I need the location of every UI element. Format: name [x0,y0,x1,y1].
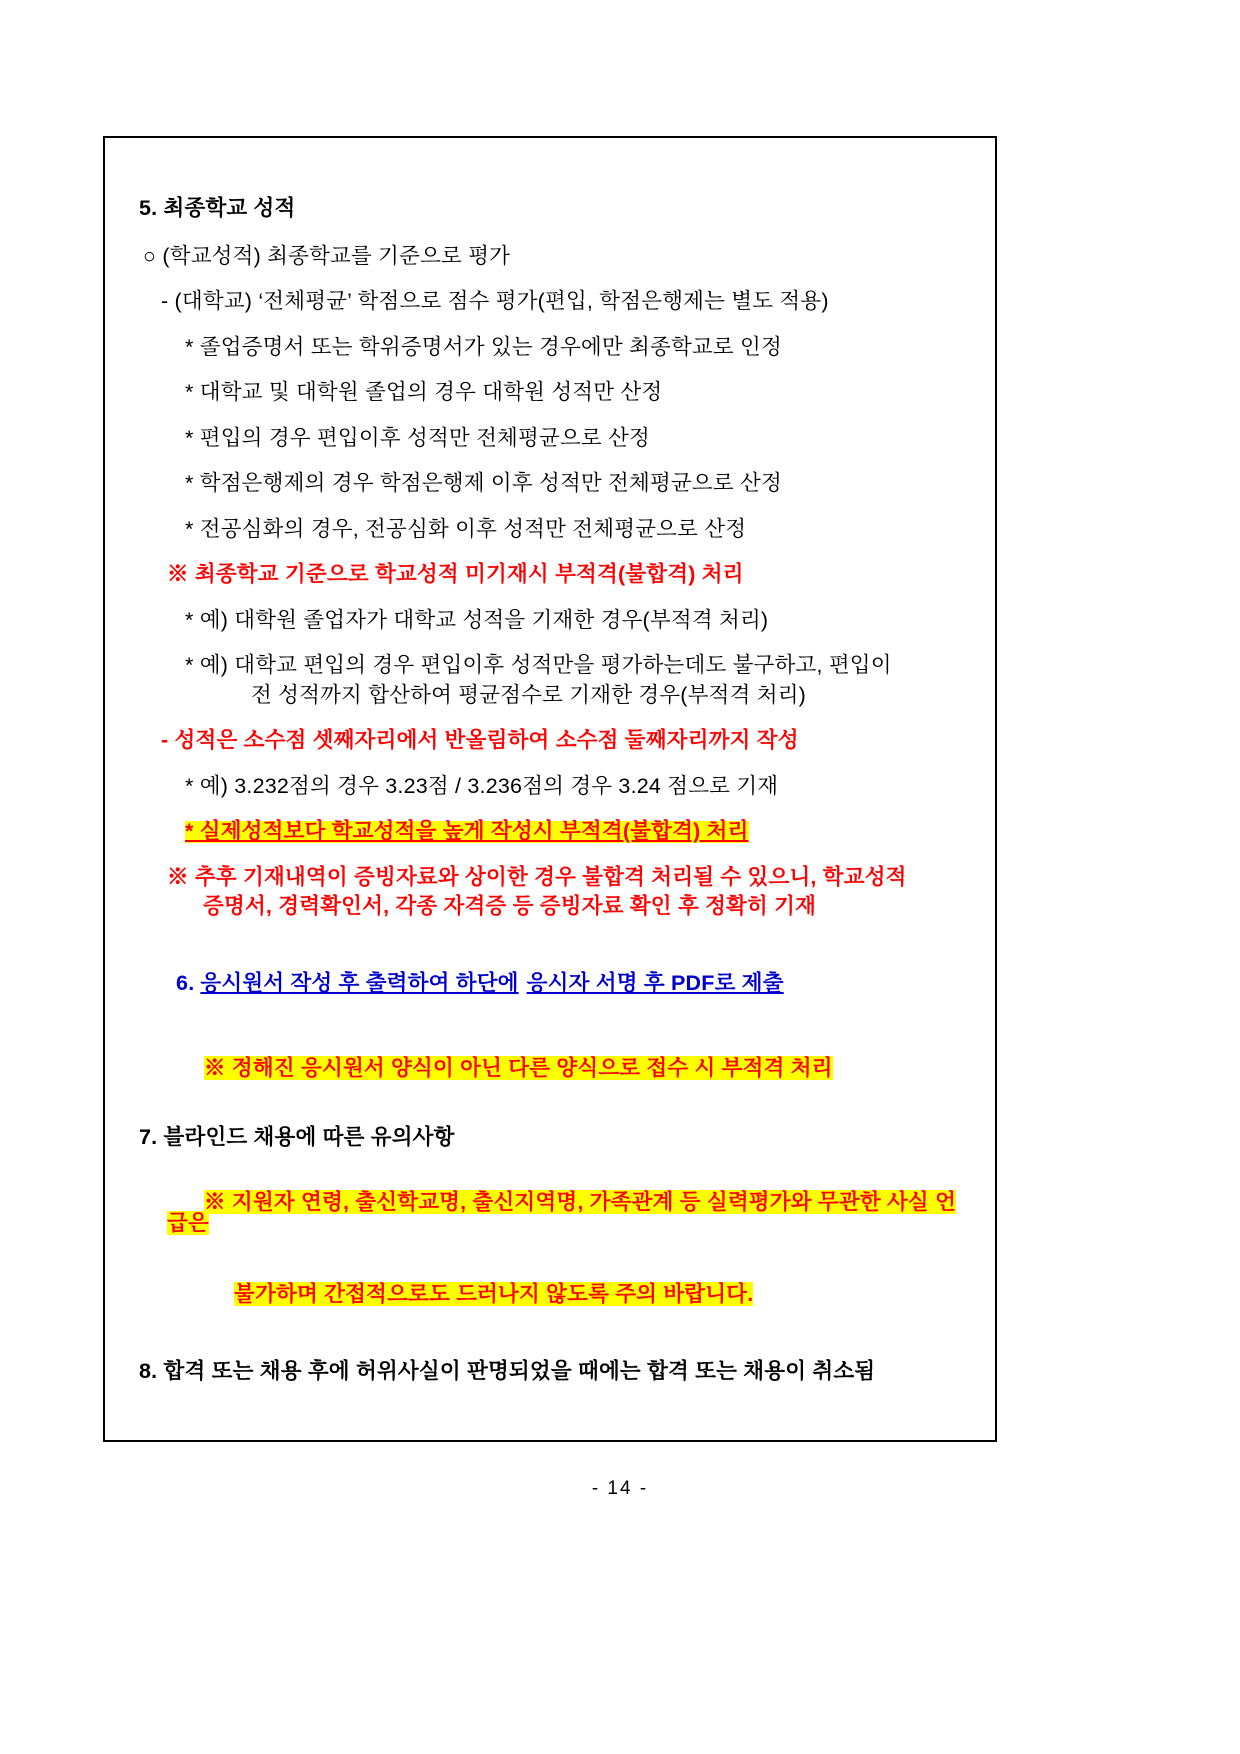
content-frame [103,136,997,1442]
section-6-heading [139,952,961,1017]
section-5-item-8: * 예) 대학원 졸업자가 대학교 성적을 기재한 경우(부적격 처리) [185,607,769,632]
section-5-item-6: * 전공심화의 경우, 전공심화 이후 성적만 전체평균으로 산정 [185,516,747,541]
section-5-rounding-rule: - 성적은 소수점 셋째자리에서 반올림하여 소수점 둘째자리까지 작성 [161,728,799,752]
section-6-heading-part1: 응시원서 작성 후 출력하여 하단에 [200,971,519,995]
section-6-number: 6. [176,971,195,995]
section-5-item-4: * 편입의 경우 편입이후 성적만 전체평균으로 산정 [185,425,650,450]
section-7-warning-line2: 불가하며 간접적으로도 드러나지 않도록 주의 바랍니다. [234,1281,754,1306]
page-number: - 14 - [591,1478,649,1499]
section-5-item-0: ○ (학교성적) 최종학교를 기준으로 평가 [143,243,511,268]
section-5-item-1: - (대학교) ‘전체평균’ 학점으로 점수 평가(편입, 학점은행제는 별도 적용) [161,289,829,313]
section-7-heading: 7. 블라인드 채용에 따른 유의사항 [139,1124,455,1149]
section-7-warning-line1: ※ 지원자 연령, 출신학교명, 출신지역명, 가족관계 등 실력평가와 무관한 사실 언급은 [167,1189,957,1235]
section-5-item-3: * 대학교 및 대학원 졸업의 경우 대학원 성적만 산정 [185,380,663,404]
section-6-heading-part2: 응시자 서명 후 PDF로 제출 [526,971,784,995]
section-5-item-5: * 학점은행제의 경우 학점은행제 이후 성적만 전체평균으로 산정 [185,471,782,495]
section-7-warning-line1-wrap [167,1170,961,1256]
section-5-heading: 5. 최종학교 성적 [139,196,296,220]
section-8-heading: 8. 합격 또는 채용 후에 허위사실이 판명되었을 때에는 합격 또는 채용이 취소됨 [139,1358,876,1383]
section-5-warning-2-line1: ※ 추후 기재내역이 증빙자료와 상이한 경우 불합격 처리될 수 있으니, 학교성적 [167,864,907,889]
section-5-item-2: * 졸업증명서 또는 학위증명서가 있는 경우에만 최종학교로 인정 [185,334,782,359]
section-5-warning-2-line2: 증명서, 경력확인서, 각종 자격증 등 증빙자료 확인 후 정확히 기재 [203,894,817,918]
section-5-item-9-line1: * 예) 대학교 편입의 경우 편입이후 성적만을 평가하는데도 불구하고, 편입이 [185,653,892,677]
section-6-warning: ※ 정해진 응시원서 양식이 아닌 다른 양식으로 접수 시 부적격 처리 [204,1055,833,1080]
section-5-item-9-line2: 전 성적까지 합산하여 평균점수로 기재한 경우(부적격 처리) [251,682,807,707]
section-5-warning-1: ※ 최종학교 기준으로 학교성적 미기재시 부적격(불합격) 처리 [167,562,744,586]
section-7-warning-line2-wrap [197,1262,961,1327]
section-6-warning-wrap [167,1036,961,1101]
section-5-highlight-warning: * 실제성적보다 학교성적을 높게 작성시 부적격(불합격) 처리 [185,819,749,843]
section-5-item-11: * 예) 3.232점의 경우 3.23점 / 3.236점의 경우 3.24 점으로 기재 [185,773,779,798]
